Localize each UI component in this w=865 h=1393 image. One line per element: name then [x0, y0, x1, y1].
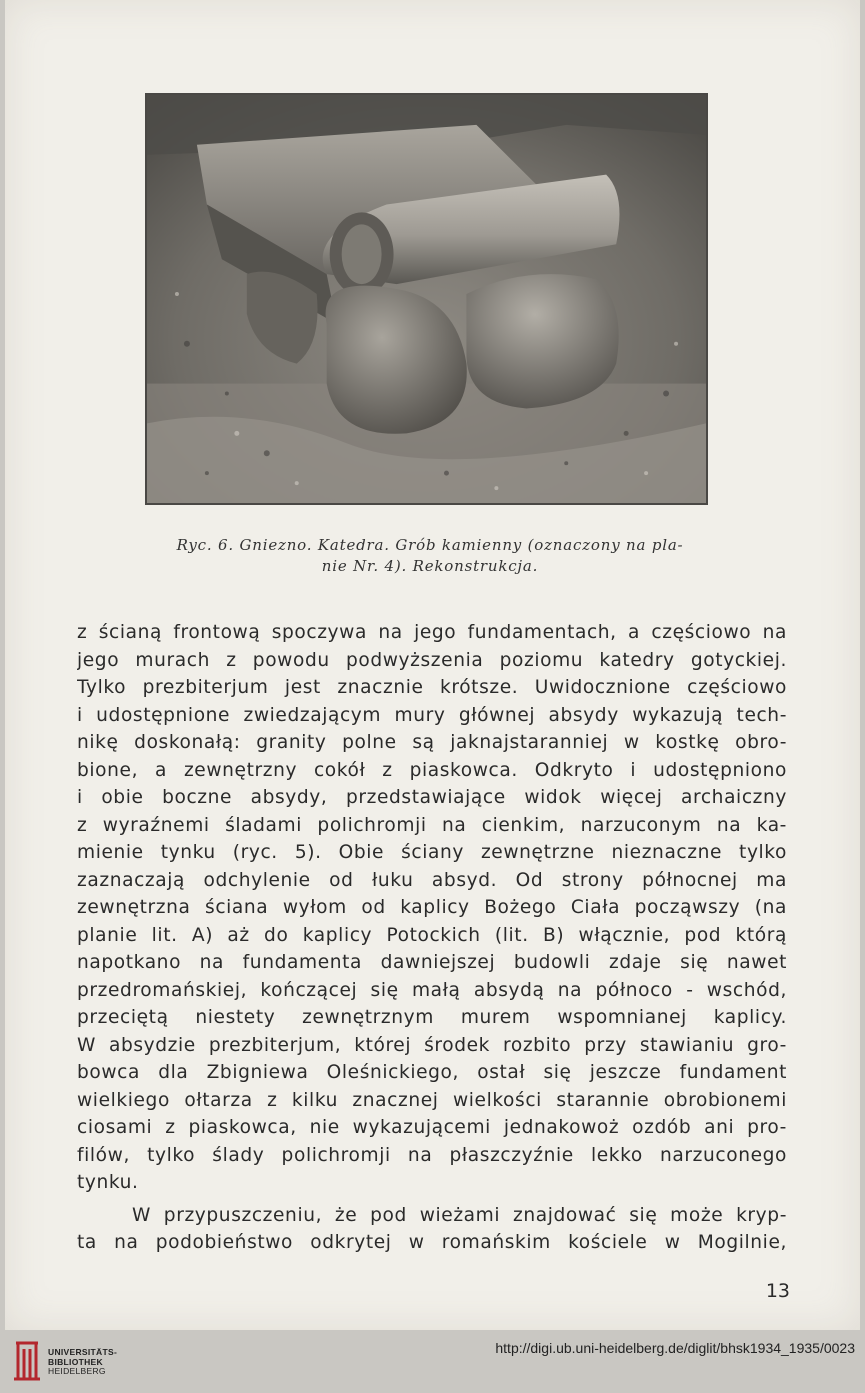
- text-line: jego murach z powodu podwyższenia poziomu katedry gotyckiej.: [77, 649, 787, 671]
- page-number: 13: [765, 1280, 790, 1302]
- text-line: W przypuszczeniu, że pod wieżami znajdować się może kryp-: [132, 1204, 787, 1226]
- body-text: [77, 619, 787, 1257]
- text-line: Tylko prezbiterjum jest znacznie krótsze. Uwidocznione częściowo: [77, 677, 787, 698]
- text-line: wielkiego ołtarza z kilku znacznej wielkości starannie obrobionemi: [77, 1089, 787, 1111]
- text-line: W absydzie prezbiterjum, której środek rozbito przy stawianiu gro-: [77, 1034, 787, 1056]
- text-line: przedromańskiej, kończącej się małą absydą na północo - wschód,: [77, 979, 787, 1001]
- text-line: filów, tylko ślady polichromji na płaszczyźnie lekko narzuconego: [77, 1144, 787, 1166]
- library-name-line-2: BIBLIOTHEK: [48, 1356, 103, 1367]
- text-line: zewnętrzna ściana wyłom od kaplicy Bożego Ciała począwszy (na: [77, 897, 787, 918]
- library-name-line-3: HEIDELBERG: [48, 1366, 106, 1376]
- text-line: przeciętą niestety zewnętrznym murem wspomnianej kaplicy.: [77, 1007, 787, 1028]
- text-line: mienie tynku (ryc. 5). Obie ściany zewnętrzne nieznaczne tylko: [77, 842, 787, 863]
- library-logo-icon[interactable]: [10, 1339, 44, 1383]
- text-line: z ścianą frontową spoczywa na jego fundamentach, a częściowo na: [77, 622, 787, 643]
- caption-line-1: Ryc. 6. Gniezno. Katedra. Grób kamienny (oznaczony na pla-: [176, 536, 684, 554]
- text-line: nikę doskonałą: granity polne są jaknajstaranniej w kostkę obro-: [77, 732, 787, 753]
- source-url-link[interactable]: http://digi.ub.uni-heidelberg.de/diglit/bhsk1934_1935/0023: [495, 1340, 855, 1356]
- text-line: zaznaczają odchylenie od łuku absyd. Od strony północnej ma: [77, 869, 787, 891]
- figure-caption: [140, 535, 720, 577]
- text-line: napotkano na fundamenta dawniejszej budowli zdaje się nawet: [77, 952, 787, 973]
- library-name-line-1: UNIVERSITÄTS-: [48, 1347, 118, 1357]
- text-line: ciosami z piaskowca, nie wykazującemi jednakowoż ozdób ani pro-: [77, 1117, 787, 1138]
- text-line: i udostępnione zwiedzającym mury głównej absydy wykazują tech-: [77, 704, 787, 726]
- library-name: [48, 1348, 117, 1377]
- text-line: z wyraźnemi śladami polichromji na cienkim, narzuconym na ka-: [77, 814, 787, 836]
- stone-tomb-photograph: [145, 93, 708, 505]
- caption-line-2: nie Nr. 4). Rekonstrukcja.: [321, 557, 539, 575]
- text-line: i obie boczne absydy, przedstawiające widok więcej archaiczny: [77, 787, 787, 808]
- text-line: ta na podobieństwo odkrytej w romańskim kościele w Mogilnie,: [77, 1232, 787, 1253]
- text-line: planie lit. A) aż do kaplicy Potockich (lit. B) włącznie, pod którą: [77, 924, 787, 946]
- text-line: tynku.: [77, 1172, 139, 1193]
- text-line: bowca dla Zbigniewa Oleśnickiego, ostał się jeszcze fundament: [77, 1062, 787, 1083]
- text-line: bione, a zewnętrzny cokół z piaskowca. Odkryto i udostępniono: [77, 759, 787, 781]
